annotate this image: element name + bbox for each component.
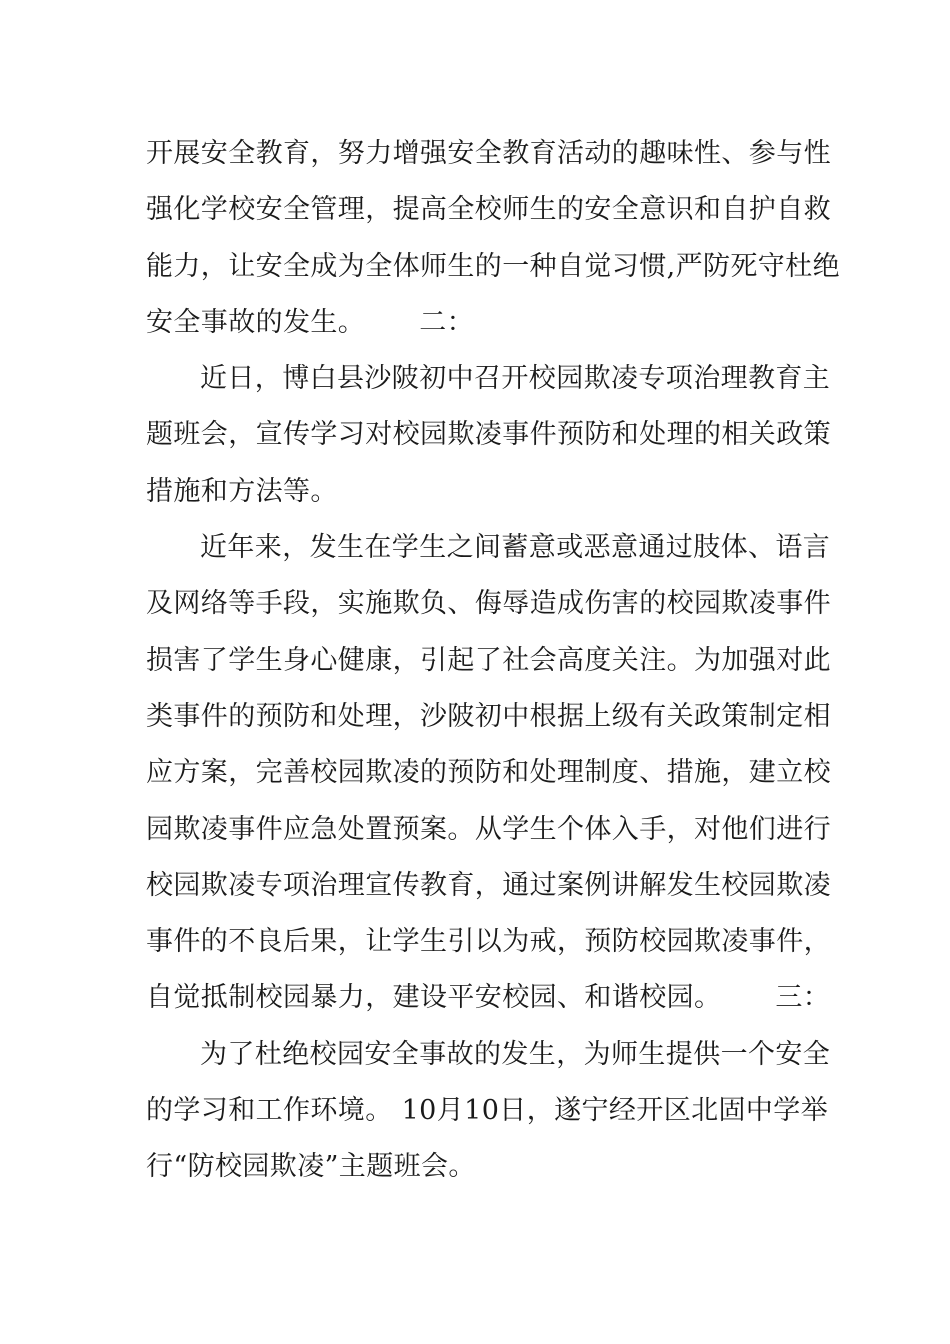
text-line: 措施和方法等。 — [146, 475, 338, 507]
text-line: 题班会，宣传学习对校园欺凌事件预防和处理的相关政策 — [146, 419, 831, 451]
text-line: 事件的不良后果，让学生引以为戒，预防校园欺凌事件， — [146, 926, 831, 958]
text-line: 校园欺凌专项治理宣传教育，通过案例讲解发生校园欺凌 — [146, 869, 831, 901]
section-marker: 二： — [419, 306, 475, 338]
text-line-main: 安全事故的发生。 — [146, 306, 366, 338]
text-line: 近日，博白县沙陂初中召开校园欺凌专项治理教育主 — [200, 363, 831, 395]
text-line: 园欺凌事件应急处置预案。从学生个体入手，对他们进行 — [146, 813, 831, 845]
text-line: 类事件的预防和处理，沙陂初中根据上级有关政策制定相 — [146, 700, 831, 732]
text-line-main: 自觉抵制校园暴力，建设平安校园、和谐校园。 — [146, 982, 722, 1014]
text-line: 的学习和工作环境。 10月10日，遂宁经开区北固中学举 — [146, 1095, 829, 1127]
text-line: 损害了学生身心健康，引起了社会高度关注。为加强对此 — [146, 644, 831, 676]
text-line: 及网络等手段，实施欺负、侮辱造成伤害的校园欺凌事件 — [146, 588, 831, 620]
body-text — [146, 126, 840, 1196]
text-line: 近年来，发生在学生之间蓄意或恶意通过肢体、语言 — [200, 532, 831, 564]
section-marker: 三： — [775, 982, 831, 1014]
text-line — [146, 970, 831, 1026]
text-line: 行“防校园欺凌”主题班会。 — [146, 1151, 476, 1183]
text-line: 能力，让安全成为全体师生的一种自觉习惯,严防死守杜绝 — [146, 250, 840, 282]
text-line: 为了杜绝校园安全事故的发生，为师生提供一个安全 — [200, 1038, 831, 1070]
text-line — [146, 295, 806, 351]
text-line: 强化学校安全管理，提高全校师生的安全意识和自护自救 — [146, 194, 831, 226]
text-line: 应方案，完善校园欺凌的预防和处理制度、措施，建立校 — [146, 757, 831, 789]
text-line: 开展安全教育，努力增强安全教育活动的趣味性、参与性 — [146, 138, 831, 169]
